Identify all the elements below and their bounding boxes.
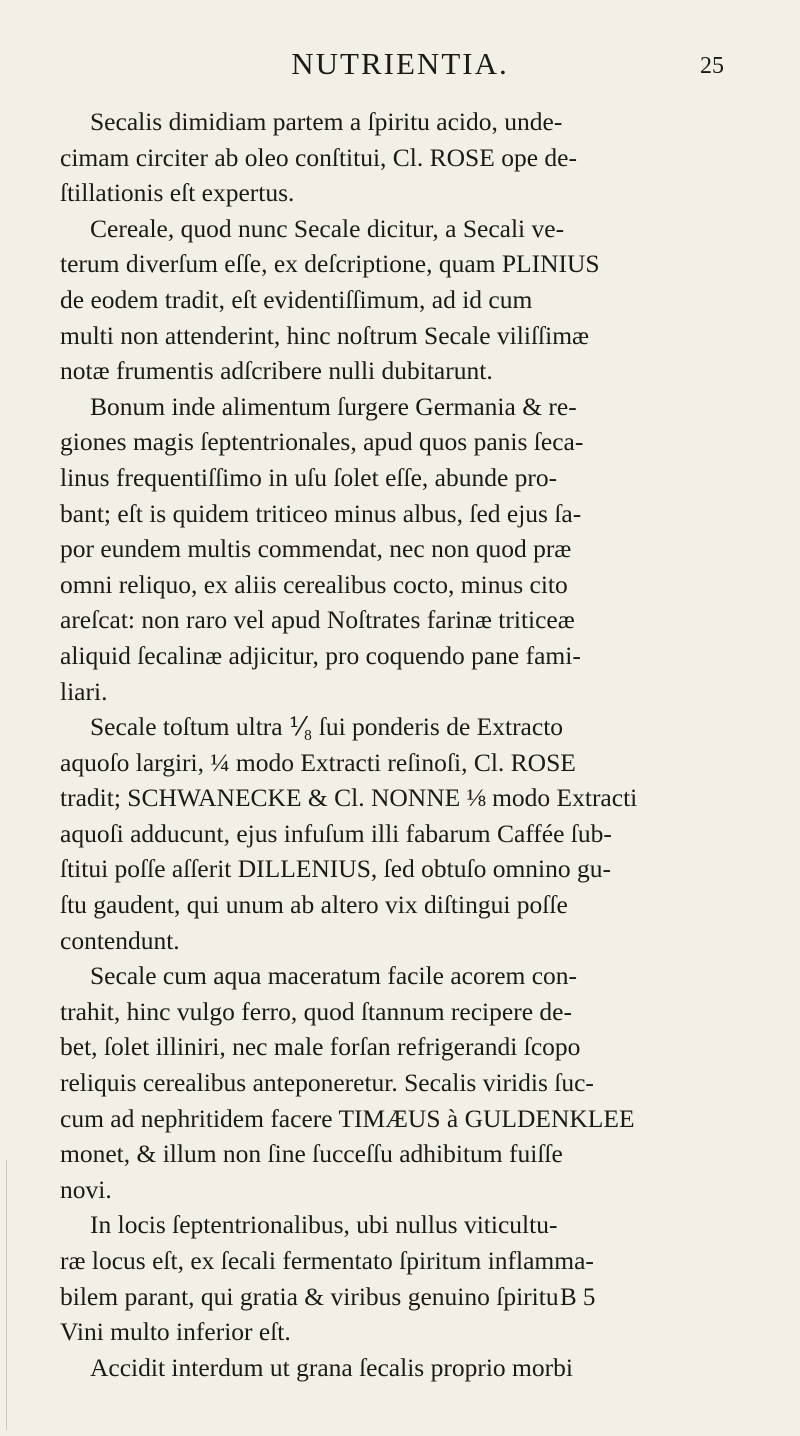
text-line: terum diverſum eſſe, ex deſcriptione, quam PLINIUS	[60, 249, 600, 279]
text-line: areſcat: non raro vel apud Noſtrates farinæ triticeæ	[60, 605, 575, 635]
text-line: bet, ſolet illiniri, nec male forſan refrigerandi ſcopo	[60, 1032, 581, 1062]
signature-mark: B 5	[560, 1284, 596, 1311]
text-line: trahit, hinc vulgo ferro, quod ſtannum recipere de-	[60, 996, 572, 1026]
text-line: Secale cum aqua maceratum facile acorem con-	[90, 961, 578, 991]
text-line: por eundem multis commendat, nec non quod præ	[60, 534, 572, 564]
text-line: bilem parant, qui gratia & viribus genuino ſpiritu	[60, 1281, 559, 1311]
text-line: Secalis dimidiam partem a ſpiritu acido, unde-	[90, 107, 563, 136]
text-line: aquoſi adducunt, ejus infuſum illi fabarum Caffée ſub-	[60, 818, 612, 848]
text-line: cimam circiter ab oleo conſtitui, Cl. ROSE ope de-	[60, 142, 577, 172]
text-line: omni reliquo, ex aliis cerealibus coctо, minus cito	[60, 569, 568, 599]
text-line: aquoſo largiri, ¼ modo Extracti reſinoſi, Cl. ROSE	[60, 747, 576, 777]
text-line: Bonum inde alimentum ſurgere Germania & re-	[90, 391, 577, 421]
text-line: novi.	[60, 1174, 112, 1204]
text-line: tradit; SCHWANECKE & Cl. NONNE ⅛ modo Extracti	[60, 783, 638, 813]
text-line: linus frequentiſſimo in uſu ſolet eſſe, abunde pro-	[60, 462, 558, 492]
text-line: bant; eſt is quidem triticeo minus albus, ſed ejus ſa-	[60, 498, 582, 528]
text-line: ſtu gaudent, qui unum ab altero vix diſtingui poſſe	[60, 890, 568, 920]
text-line: multi non attenderint, hinc noſtrum Secale viliſſimæ	[60, 320, 590, 350]
text-line: In locis ſeptentrionalibus, ubi nullus viticultu-	[90, 1210, 558, 1240]
running-title: NUTRIENTIA.	[291, 46, 509, 81]
text-line: ſtitui poſſe aſſerit DILLENIUS, ſed obtuſo omnino gu-	[60, 854, 612, 884]
text-line: monet, & illum non ſine ſucceſſu adhibitum fuiſſe	[60, 1139, 563, 1169]
body-text	[60, 104, 740, 1385]
text-line: notæ frumentis adſcribere nulli dubitarunt.	[60, 356, 493, 386]
text-line: Secale toſtum ultra ⅟₈ ſui ponderis de Extracto	[90, 712, 564, 742]
text-line: ræ locus eſt, ex ſecali fermentato ſpiritum inflamma-	[60, 1246, 594, 1275]
text-line: Cereale, quod nunc Secale dicitur, a Secali ve-	[90, 213, 565, 243]
text-line: giones magis ſeptentrionales, apud quos panis ſeca-	[60, 427, 584, 457]
text-line: Accidit interdum ut grana ſecalis proprio morbi	[90, 1352, 573, 1382]
text-line: Vini multo inferior eſt.	[60, 1317, 291, 1347]
text-line: reliquis cerealibus anteponeretur. Secalis viridis ſuc-	[60, 1068, 594, 1098]
text-line: liari.	[60, 676, 108, 706]
page-header	[0, 44, 800, 84]
text-line: de eodem tradit, eſt evidentiſſimum, ad id cum	[60, 284, 533, 314]
text-line: ſtillationis eſt expertus.	[60, 178, 295, 208]
page-number: 25	[700, 53, 724, 79]
page-edge-shadow	[6, 1160, 7, 1430]
text-line: cum ad nephritidem facere TIMÆUS à GULDENKLEE	[60, 1103, 635, 1133]
text-line: contendunt.	[60, 925, 180, 955]
text-line: aliquid ſecalinæ adjicitur, pro coquendo pane fami-	[60, 640, 581, 670]
